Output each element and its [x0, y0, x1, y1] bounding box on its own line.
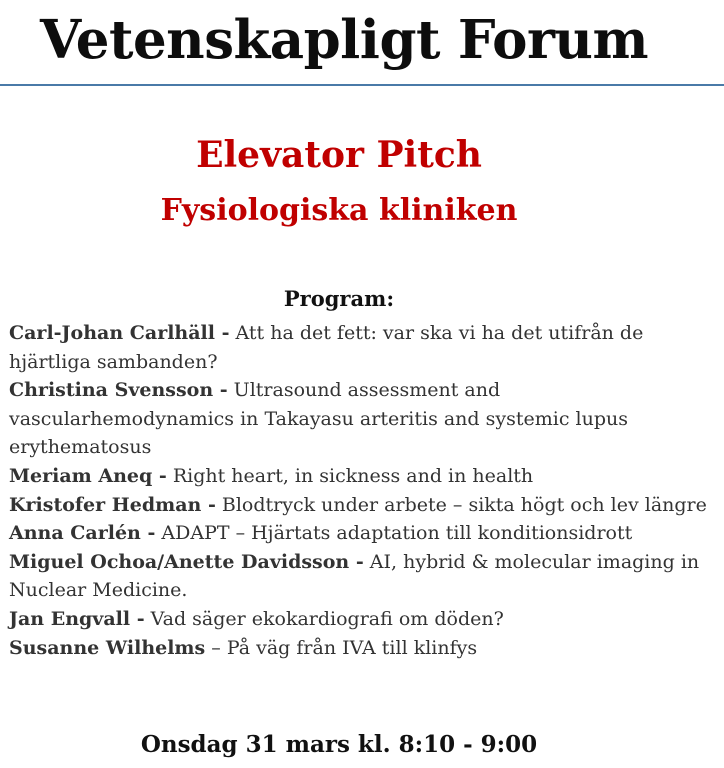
- program-item: [9, 462, 713, 491]
- speaker-name: Meriam Aneq -: [9, 464, 167, 487]
- talk-title: – På väg från IVA till klinfys: [205, 636, 478, 659]
- speaker-name: Christina Svensson -: [9, 379, 228, 402]
- talk-title: Ultrasound assessment and vascularhemodynamics in Takayasu arteritis and systemic lupus erythematosus: [9, 379, 628, 459]
- talk-title: Right heart, in sickness and in health: [166, 464, 534, 487]
- program-item: [9, 605, 713, 634]
- talk-title: Vad säger ekokardiografi om döden?: [144, 607, 504, 630]
- speaker-name: Susanne Wilhelms: [9, 636, 206, 659]
- talk-title: Att ha det fett: var ska vi ha det utifrån de hjärtliga sambanden?: [9, 322, 644, 373]
- talk-title: AI, hybrid & molecular imaging in Nuclear Medicine.: [9, 550, 700, 602]
- event-date-time: Onsdag 31 mars kl. 8:10 - 9:00: [140, 731, 538, 758]
- program-list: [9, 319, 713, 662]
- talk-title: Blodtryck under arbete – sikta högt och lev längre: [215, 493, 707, 516]
- talk-title: ADAPT – Hjärtats adaptation till konditionsidrott: [155, 522, 633, 545]
- speaker-name: Kristofer Hedman -: [9, 493, 216, 516]
- event-subtitle: Fysiologiska kliniken: [160, 193, 518, 228]
- event-title: Elevator Pitch: [196, 134, 482, 176]
- program-item: [9, 491, 713, 520]
- masthead-title: Vetenskapligt Forum: [40, 9, 649, 71]
- speaker-name: Jan Engvall -: [9, 607, 145, 630]
- program-item: [9, 519, 713, 548]
- speaker-name: Miguel Ochoa/Anette Davidsson -: [9, 550, 364, 573]
- speaker-name: Carl-Johan Carlhäll -: [9, 322, 230, 344]
- program-item: [9, 376, 713, 462]
- program-item: [9, 634, 713, 663]
- program-item: [9, 548, 713, 605]
- program-heading: Program:: [283, 286, 395, 311]
- masthead: [0, 0, 724, 86]
- speaker-name: Anna Carlén -: [9, 522, 156, 545]
- program-item: [9, 319, 713, 376]
